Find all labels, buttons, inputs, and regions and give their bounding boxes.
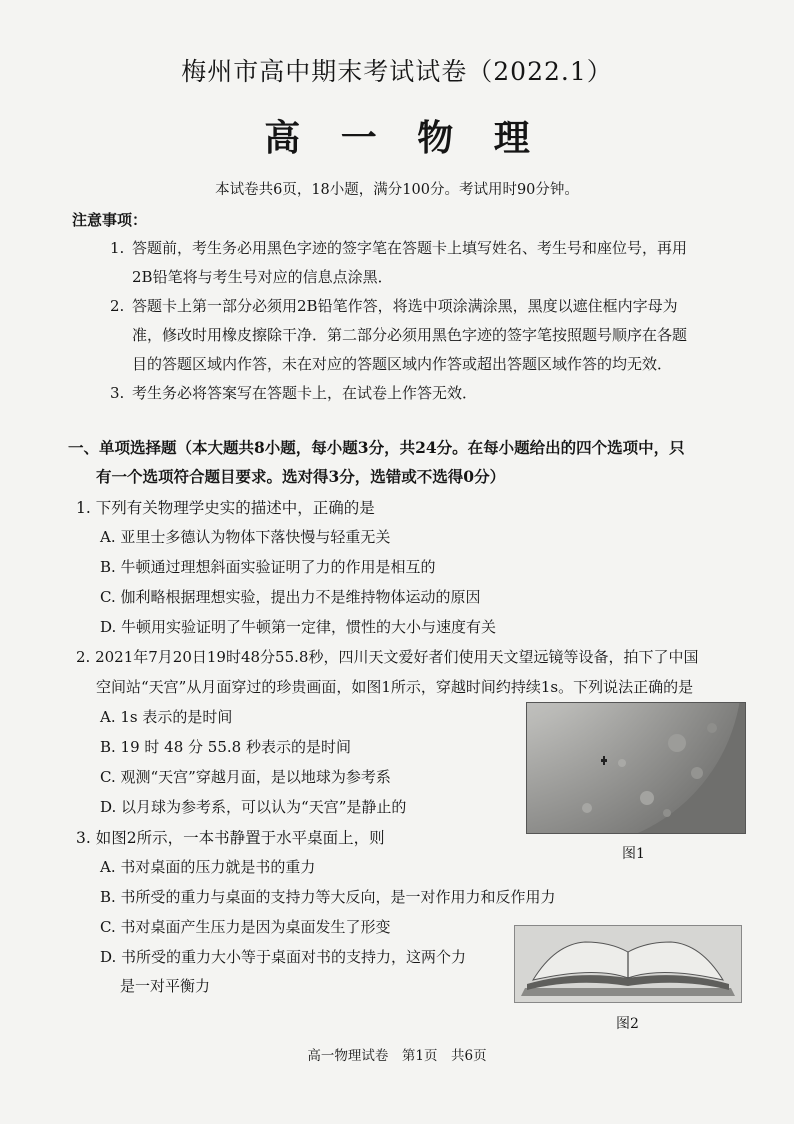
notice-item-number: 2. xyxy=(110,297,125,315)
open-book-image xyxy=(515,926,741,1002)
notice-item-2 xyxy=(110,292,770,379)
section-heading: 一、单项选择题（本大题共8小题，每小题3分，共24分。在每小题给出的四个选项中，只 xyxy=(68,438,685,457)
notice-item-number: 1. xyxy=(110,239,125,257)
question-1-option-a: A. 亚里士多德认为物体下落快慢与轻重无关 xyxy=(100,528,391,546)
question-3-option-a: A. 书对桌面的压力就是书的重力 xyxy=(100,858,316,876)
notice-line: 准，修改时用橡皮擦除干净．第二部分必须用黑色字迹的签字笔按照题号顺序在各题 xyxy=(132,326,688,344)
notice-line: 答题卡上第一部分必须用2B铅笔作答，将选中项涂满涂黑，黑度以遮住框内字母为 xyxy=(132,297,678,315)
figure-2-book-photo xyxy=(514,925,742,1003)
notice-title: 注意事项： xyxy=(72,211,148,229)
notice-line: 2B铅笔将与考生号对应的信息点涂黑． xyxy=(132,268,393,286)
question-2-option-a: A. 1s 表示的是时间 xyxy=(100,708,233,726)
question-1-option-d: D. 牛顿用实验证明了牛顿第一定律，惯性的大小与速度有关 xyxy=(100,618,497,636)
exam-title: 梅州市高中期末考试试卷（2022.1） xyxy=(181,57,613,86)
question-3-stem: 3. 如图2所示，一本书静置于水平桌面上，则 xyxy=(76,829,385,847)
subject-title: 高 一 物 理 xyxy=(264,117,530,159)
question-2-stem-line-2: 空间站“天宫”从月面穿过的珍贵画面，如图1所示，穿越时间约持续1s。下列说法正确的是 xyxy=(96,678,694,696)
question-3-option-d-cont: 是一对平衡力 xyxy=(120,977,211,995)
section-heading-cont: 有一个选项符合题目要求。选对得3分，选错或不选得0分） xyxy=(96,467,506,486)
question-1-option-b: B. 牛顿通过理想斜面实验证明了力的作用是相互的 xyxy=(100,558,436,576)
figure-1-caption: 图1 xyxy=(622,846,645,862)
notice-line: 答题前，考生务必用黑色字迹的签字笔在答题卡上填写姓名、考生号和座位号，再用 xyxy=(132,239,688,257)
notice-item-number: 3. xyxy=(110,384,125,402)
notice-item-3 xyxy=(110,379,770,408)
notice-line: 目的答题区域内作答，未在对应的答题区域内作答或超出答题区域作答的均无效． xyxy=(132,355,673,373)
figure-2-caption: 图2 xyxy=(616,1016,639,1032)
question-3-option-d: D. 书所受的重力大小等于桌面对书的支持力，这两个力 xyxy=(100,948,467,966)
figure-1-moon-photo xyxy=(526,702,746,834)
notice-item-1 xyxy=(110,234,770,292)
question-2-option-c: C. 观测“天宫”穿越月面，是以地球为参考系 xyxy=(100,768,391,786)
question-2-stem-line-1: 2. 2021年7月20日19时48分55.8秒，四川天文爱好者们使用天文望远镜等设备，拍下了中国 xyxy=(76,648,699,666)
exam-intro: 本试卷共6页，18小题，满分100分。考试用时90分钟。 xyxy=(215,182,579,198)
question-1-option-c: C. 伽利略根据理想实验，提出力不是维持物体运动的原因 xyxy=(100,588,481,606)
page-footer: 高一物理试卷 第1页 共6页 xyxy=(307,1048,487,1064)
moon-transit-image xyxy=(527,703,745,833)
question-3-option-b: B. 书所受的重力与桌面的支持力等大反向，是一对作用力和反作用力 xyxy=(100,888,556,906)
notice-line: 考生务必将答案写在答题卡上，在试卷上作答无效． xyxy=(132,384,478,402)
question-2-option-d: D. 以月球为参考系，可以认为“天宫”是静止的 xyxy=(100,798,407,816)
question-1-stem: 1. 下列有关物理学史实的描述中，正确的是 xyxy=(76,499,375,517)
question-3-option-c: C. 书对桌面产生压力是因为桌面发生了形变 xyxy=(100,918,391,936)
question-2-option-b: B. 19 时 48 分 55.8 秒表示的是时间 xyxy=(100,738,351,756)
